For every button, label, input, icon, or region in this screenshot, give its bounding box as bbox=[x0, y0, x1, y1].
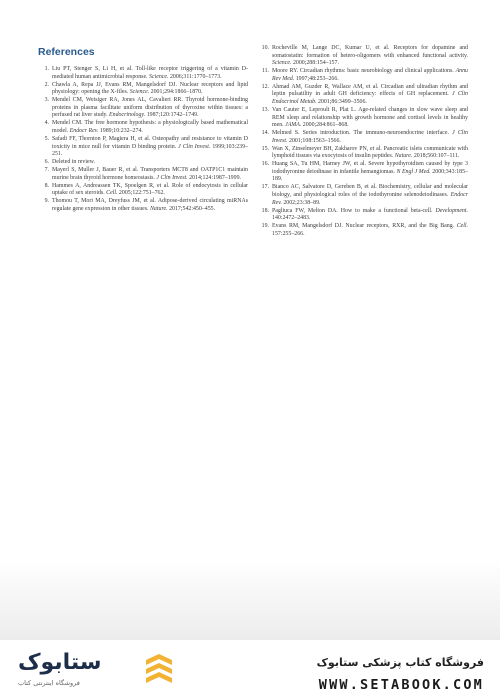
reference-number: 15. bbox=[261, 145, 269, 152]
reference-text: Safadi FF, Thornton P, Magiera H, et al. Osteopathy and resistance to vitamin D toxicity in mice null for vitamin D binding protein. bbox=[52, 135, 248, 150]
reference-journal: Annu Rev Med. bbox=[272, 68, 468, 82]
reference-text: Melmed S. Series introduction. The immuno-neuroendocrine interface. bbox=[272, 130, 453, 137]
logo-wordmark: ستابوک bbox=[18, 650, 102, 675]
reference-text: Moore RY. Circadian rhythms: basic neurobiology and clinical applications. bbox=[272, 68, 456, 75]
reference-citation: 2000;343:185–189. bbox=[272, 168, 468, 183]
references-heading: References bbox=[38, 46, 95, 58]
reference-journal: Cell. bbox=[456, 223, 468, 230]
reference-item bbox=[38, 183, 248, 198]
reference-journal: JAMA. bbox=[285, 122, 302, 129]
reference-journal: J Clin Invest. bbox=[272, 130, 468, 144]
reference-text: Wan X, Zinselmeyer BH, Zakharov PN, et al. Pancreatic islets communicate with lymphoid tissues via exocytosis of insulin peptides. bbox=[272, 145, 468, 160]
reference-number: 16. bbox=[261, 161, 269, 168]
book-stack-icon bbox=[142, 652, 176, 690]
reference-item bbox=[38, 159, 248, 167]
reference-text: Chawla A, Repa JJ, Evans RM, Mangelsdorf DJ. Nuclear receptors and lipid physiology: opening the X-files. bbox=[52, 81, 248, 96]
reference-journal: Science. bbox=[272, 60, 292, 67]
reference-journal: N Engl J Med. bbox=[396, 168, 431, 175]
reference-journal: Science. bbox=[149, 73, 169, 80]
reference-item bbox=[258, 223, 468, 238]
reference-text: Hammes A, Andreassen TK, Spoelgen R, et al. Role of endocytosis in cellular uptake of sex steroids. bbox=[52, 182, 248, 197]
references-column-left bbox=[38, 66, 248, 214]
reference-number: 10. bbox=[261, 45, 269, 51]
reference-citation: 2005;122:751–762. bbox=[117, 190, 165, 197]
reference-citation: 2002;23:38–89. bbox=[281, 199, 321, 206]
reference-item bbox=[38, 136, 248, 159]
reference-journal: Nature. bbox=[150, 205, 168, 212]
reference-item bbox=[258, 161, 468, 184]
reference-citation: 1987;120:1742–1749. bbox=[145, 112, 199, 119]
reference-item bbox=[38, 167, 248, 182]
reference-text: Huang SA, Tu HM, Harney JW, et al. Severe hypothyroidism caused by type 3 iodothyronine deiodinase in infantile hemangiomas. bbox=[272, 161, 468, 175]
reference-item bbox=[258, 68, 468, 83]
reference-journal: Nature. bbox=[394, 153, 413, 160]
reference-citation: 140:2472–2483. bbox=[272, 215, 311, 222]
reference-citation: 157:255–266. bbox=[272, 230, 305, 237]
reference-citation: 2018;560:107–111. bbox=[412, 153, 460, 160]
reference-item bbox=[258, 45, 468, 68]
reference-number: 8. bbox=[44, 182, 49, 189]
reference-journal: Endocr Rev. bbox=[272, 192, 468, 206]
reference-journal: J Clin Invest. bbox=[156, 174, 188, 181]
reference-number: 6. bbox=[44, 159, 49, 166]
references-column-right bbox=[258, 45, 468, 239]
reference-number: 18. bbox=[261, 207, 269, 214]
reference-number: 19. bbox=[261, 223, 269, 230]
reference-text: Thomou T, Mori MA, Dreyfuss JM, et al. Adipose-derived circulating miRNAs regulate gene expression in other tissues. bbox=[52, 198, 248, 212]
reference-item bbox=[38, 97, 248, 120]
reference-number: 7. bbox=[44, 167, 49, 174]
reference-text: Deleted in review. bbox=[52, 159, 95, 166]
reference-number: 3. bbox=[44, 97, 49, 104]
reference-text: Rocheville M, Lange DC, Kumar U, et al. Receptors for dopamine and somatostatin: formation of hetero-oligomers with enhanced functional activity. bbox=[272, 45, 468, 59]
reference-journal: Cell. bbox=[106, 190, 118, 197]
reference-citation: 2001;86:3499–3506. bbox=[316, 98, 367, 105]
reference-number: 2. bbox=[44, 81, 49, 88]
shop-url-link[interactable]: WWW.SETABOOK.COM bbox=[318, 677, 484, 693]
reference-item bbox=[258, 184, 468, 207]
reference-number: 9. bbox=[44, 198, 49, 205]
reference-citation: 2000;288:154–157. bbox=[291, 60, 339, 67]
reference-item bbox=[258, 146, 468, 161]
reference-item bbox=[38, 198, 248, 213]
setabook-logo[interactable] bbox=[10, 650, 180, 694]
reference-item bbox=[258, 107, 468, 130]
reference-item bbox=[38, 66, 248, 81]
reference-journal: Development. bbox=[435, 207, 468, 214]
logo-subtitle: فروشگاه اینترنتی کتاب bbox=[18, 679, 80, 687]
reference-text: Evans RM, Mangelsdorf DJ. Nuclear receptors, RXR, and the Big Bang. bbox=[272, 223, 457, 230]
reference-number: 1. bbox=[44, 66, 49, 72]
reference-citation: 2000;284:861–868. bbox=[301, 122, 349, 129]
reference-number: 12. bbox=[261, 83, 269, 90]
reference-item bbox=[258, 84, 468, 107]
reference-number: 5. bbox=[44, 135, 49, 142]
reference-text: Van Cauter E, Leproult R, Plat L. Age-related changes in slow wave sleep and REM sleep and relationship with growth hormone and cortisol levels in healthy men. bbox=[272, 106, 468, 129]
reference-text: Bianco AC, Salvatore D, Gereben B, et al. Biochemistry, cellular and molecular biology, and physiological roles of the iodothyronine selenodeiodinases. bbox=[272, 184, 468, 199]
reference-item bbox=[258, 130, 468, 145]
reference-number: 11. bbox=[261, 68, 269, 75]
reference-citation: 2014;124:1987–1999. bbox=[187, 174, 241, 181]
reference-text: Mendel CM. The free hormone hypothesis: a physiologically based mathematical model. bbox=[52, 120, 248, 134]
reference-citation: 2017;542:450–455. bbox=[167, 205, 216, 212]
reference-text: Pagliuca FW, Melton DA. How to make a functional beta-cell. bbox=[272, 207, 436, 214]
reference-journal: J Clin Invest. bbox=[178, 143, 211, 150]
reference-journal: Science. bbox=[129, 89, 150, 96]
reference-text: Mayerl S, Muller J, Bauer R, et al. Transporters MCT8 and OATP1C1 maintain murine brain thyroid hormone homeostasis. bbox=[52, 167, 248, 181]
reference-citation: 1999;103:239–251. bbox=[52, 143, 248, 158]
reference-number: 13. bbox=[261, 106, 269, 113]
reference-number: 4. bbox=[44, 120, 49, 127]
reference-text: Liu PT, Stenger S, Li H, et al. Toll-like receptor triggering of a vitamin D-mediated human antimicrobial response. bbox=[52, 66, 248, 80]
reference-text: Mendel CM, Weisiger RA, Jones AL, Cavalieri RR. Thyroid hormone-binding proteins in plasma facilitate uniform distribution of thyroxine within tissues: a perfused rat liver study. bbox=[52, 97, 248, 119]
shop-title: فروشگاه کتاب پزشکی ستابوک bbox=[316, 656, 484, 669]
reference-citation: 2001;294:1866–1870. bbox=[149, 89, 203, 96]
reference-citation: 2001;108:1563–1566. bbox=[287, 137, 341, 144]
reference-citation: 1997;48:253–266. bbox=[294, 75, 339, 82]
reference-journal: Endocrinology. bbox=[109, 112, 146, 119]
reference-journal: J Clin Endocrinol Metab. bbox=[272, 91, 468, 105]
page-shadow bbox=[0, 560, 500, 640]
reference-citation: 2006;311:1770–1773. bbox=[168, 73, 222, 80]
reference-item bbox=[258, 208, 468, 223]
reference-text: Ahmad AM, Guzder R, Wallace AM, et al. Circadian and ultradian rhythm and leptin pulsatility in adult GH deficiency: effects of GH replacement. bbox=[272, 83, 468, 98]
reference-item bbox=[38, 120, 248, 135]
reference-citation: 1989;10:232–274. bbox=[98, 127, 143, 134]
reference-journal: Endocr Rev. bbox=[69, 127, 99, 134]
reference-item bbox=[38, 82, 248, 97]
reference-number: 17. bbox=[261, 184, 269, 191]
reference-number: 14. bbox=[261, 130, 269, 137]
